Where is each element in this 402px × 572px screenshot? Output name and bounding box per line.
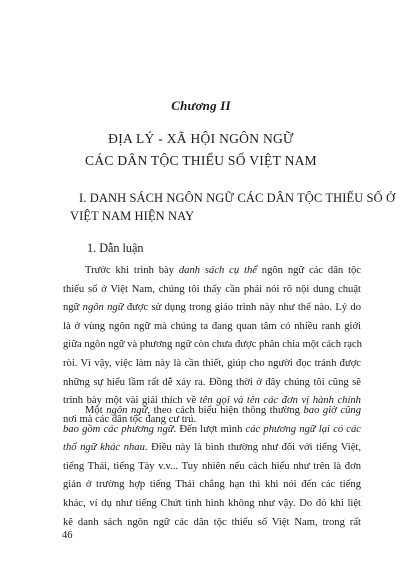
chapter-title-line-2: CÁC DÂN TỘC THIỂU SỐ VIỆT NAM — [85, 153, 317, 168]
paragraph-line: ngữ ngôn ngữ được sử dụng trong giáo trình này như thế nào. Lý do — [63, 302, 362, 314]
paragraph-line: Một ngôn ngữ, theo cách biểu hiện thông thường bao giờ cũng — [85, 405, 361, 416]
paragraph-line: nơi mà các dân tộc đang cư trú. — [63, 413, 197, 425]
chapter-heading: Chương II — [171, 98, 231, 113]
chapter-title-line-1: ĐỊA LÝ - XÃ HỘI NGÔN NGỮ — [108, 131, 294, 146]
section-heading-line-2: VIỆT NAM HIỆN NAY — [70, 209, 195, 223]
section-heading-line-1: I. DANH SÁCH NGÔN NGỮ CÁC DÂN TỘC THIỂU SỐ Ở — [79, 191, 396, 205]
paragraph-line: trình bày một vài giải thích về tên gọi và tên các đơn vị hành chính — [63, 395, 361, 407]
paragraph-line: những sự hiểu lầm rất dễ xảy ra. Đồng thời ở đây chúng tôi cũng sẽ — [63, 376, 361, 388]
paragraph-line: giữa ngôn ngữ và phương ngữ còn chưa được phân chia một cách rạch — [63, 339, 362, 351]
paragraph-2 — [63, 402, 361, 532]
page-number: 46 — [62, 530, 73, 541]
paragraph-line: Trước khi trình bày danh sách cụ thể ngôn ngữ các dân tộc — [85, 265, 362, 276]
subsection-heading: 1. Dẫn luận — [87, 241, 144, 255]
paragraph-line: khác, ví dụ như tiếng Chứt tình hình không như vậy. Do đó khi liệt — [63, 497, 361, 509]
paragraph-line: ròi. Vì vậy, việc làm này là cần thiết, giúp cho người đọc tránh được — [63, 357, 361, 369]
paragraph-line: thổ ngữ khác nhau. Điều này là bình thường như đối với tiếng Việt, — [63, 442, 361, 454]
paragraph-line: kê danh sách ngôn ngữ các dân tộc thiểu số Việt Nam, trong rất — [63, 516, 361, 528]
paragraph-line: bao gồm các phương ngữ. Đến lượt mình các phương ngữ lại có các — [63, 423, 361, 435]
paragraph-line: tiếng Thái, tiếng Tày v.v... Tuy nhiên nếu cách hiểu như trên là đơn — [63, 460, 361, 472]
paragraph-line: là ở vùng ngôn ngữ mà chúng ta đang quan tâm có nhiều ranh giới — [63, 320, 361, 332]
paragraph-line: thiểu số ở Việt Nam, chúng tôi thấy cần phải nói rõ nội dung chuật — [63, 283, 361, 295]
paragraph-line: giản ở trường hợp tiếng Thái chẳng hạn thì khi nói đến các tiếng — [63, 479, 361, 491]
